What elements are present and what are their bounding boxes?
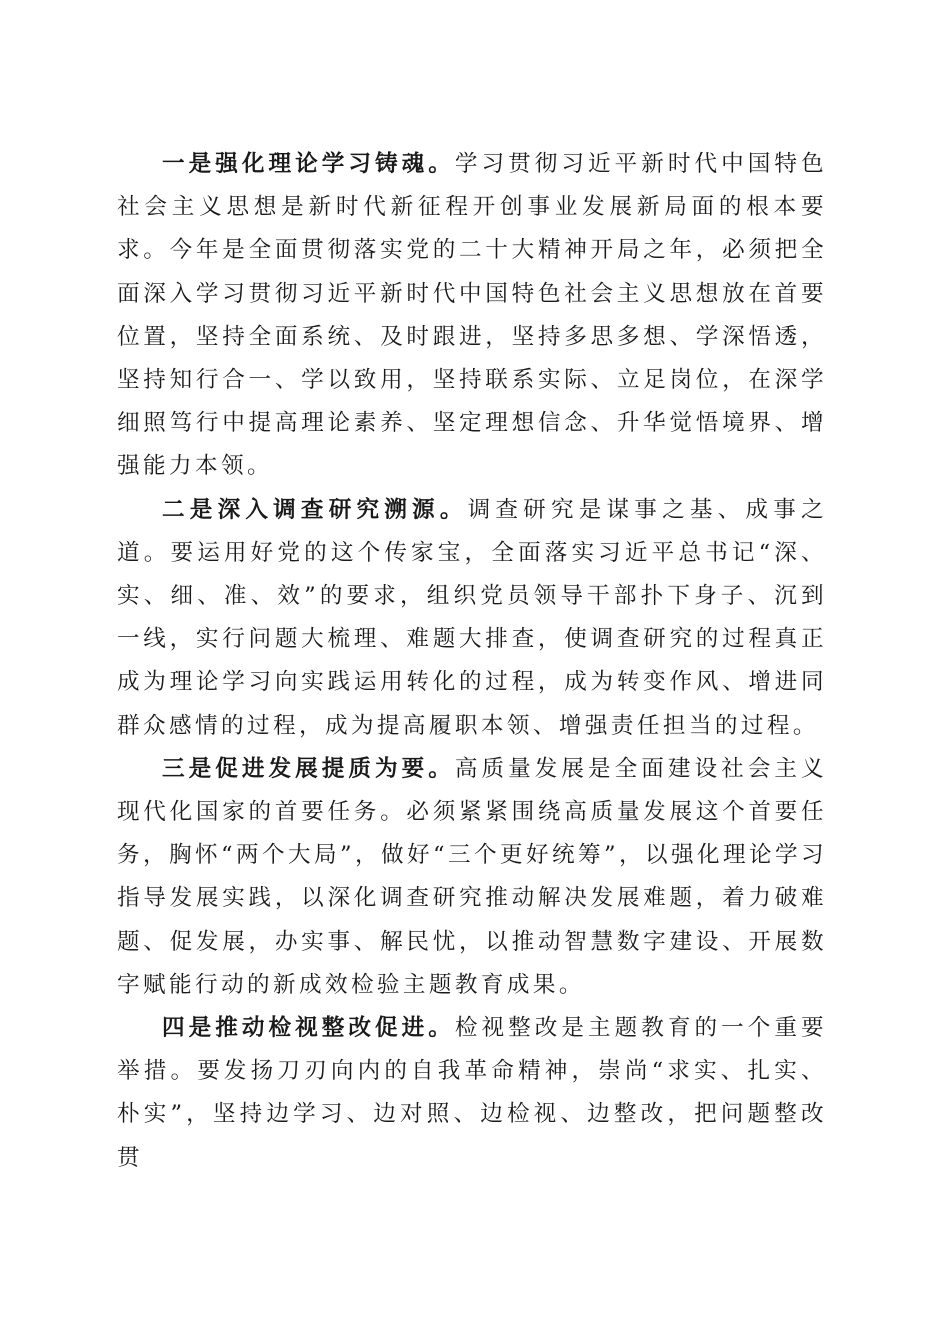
paragraph-2-body: 调查研究是谋事之基、成事之道。要运用好党的这个传家宝，全面落实习近平总书记“深、实、细、准、效”的要求，组织党员领导干部扑下身子、沉到一线，实行问题大梳理、难题大排查，使调查研究的过程真正成为理论学习向实践运用转化的过程，成为转变作风、增进同群众感情的过程，成为提高履职本领、增强责任担当的过程。	[117, 496, 827, 739]
paragraph-1-heading: 一是强化理论学习铸魂。	[162, 151, 455, 177]
paragraph-4	[117, 1007, 827, 1180]
paragraph-3	[117, 748, 827, 1007]
paragraph-4-body: 检视整改是主题教育的一个重要举措。要发扬刀刃向内的自我革命精神，崇尚“求实、扎实、朴实”，坚持边学习、边对照、边检视、边整改，把问题整改贯	[117, 1015, 827, 1171]
paragraph-3-heading: 三是促进发展提质为要。	[162, 755, 455, 782]
document-page	[117, 143, 827, 1180]
paragraph-1-body: 学习贯彻习近平新时代中国特色社会主义思想是新时代新征程开创事业发展新局面的根本要求。今年是全面贯彻落实党的二十大精神开局之年，必须把全面深入学习贯彻习近平新时代中国特色社会主义思想放在首要位置，坚持全面系统、及时跟进，坚持多思多想、学深悟透，坚持知行合一、学以致用，坚持联系实际、立足岗位，在深学细照笃行中提高理论素养、坚定理想信念、升华觉悟境界、增强能力本领。	[117, 151, 827, 480]
paragraph-2-heading: 二是深入调查研究溯源。	[162, 496, 468, 523]
paragraph-4-heading: 四是推动检视整改促进。	[162, 1015, 455, 1042]
paragraph-3-body: 高质量发展是全面建设社会主义现代化国家的首要任务。必须紧紧围绕高质量发展这个首要任务，胸怀“两个大局”，做好“三个更好统筹”，以强化理论学习指导发展实践，以深化调查研究推动解决发展难题，着力破难题、促发展，办实事、解民忧，以推动智慧数字建设、开展数字赋能行动的新成效检验主题教育成果。	[117, 755, 827, 998]
paragraph-2	[117, 489, 827, 748]
paragraph-1	[117, 143, 827, 489]
